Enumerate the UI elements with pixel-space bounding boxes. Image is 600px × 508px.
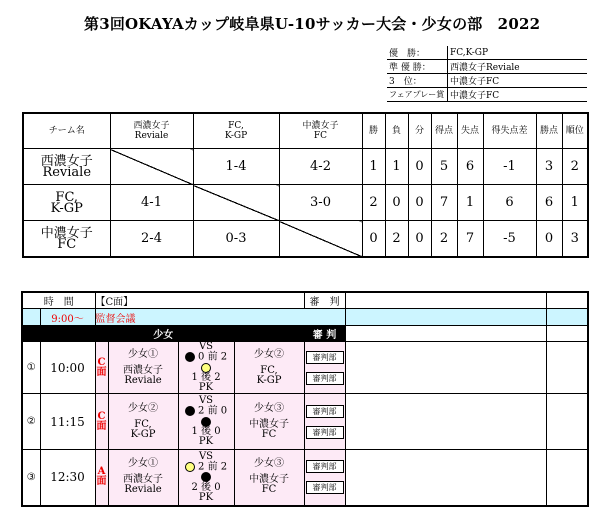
stat-cell: 1 [385, 149, 408, 185]
section-row [22, 326, 588, 342]
stat-cell: 3 [562, 221, 588, 258]
result-value: 中濃女子FC [448, 88, 588, 102]
result-row [387, 46, 587, 60]
match-row [22, 342, 588, 394]
section-ref: 審 判 [304, 326, 345, 342]
result-row [387, 88, 587, 102]
home-team: 少女② FC, K-GP [108, 394, 178, 450]
referee-cell: 審判部 審判部 [304, 342, 345, 394]
match-row [22, 450, 588, 506]
stat-header: 失点 [457, 113, 483, 149]
stat-cell: 1 [562, 185, 588, 221]
meeting-label: 監督会議 [95, 309, 345, 326]
team-header: 西濃女子 Reviale [110, 113, 193, 149]
match-score-box: VS 2 前 2 2 後 0 PK [178, 450, 234, 506]
away-team: 少女③ 中濃女子 FC [234, 394, 304, 450]
match-score: 1-4 [193, 149, 279, 185]
stat-cell: 0 [385, 185, 408, 221]
stat-cell: 1 [457, 185, 483, 221]
stat-cell: 6 [457, 149, 483, 185]
stat-cell: 0 [408, 221, 431, 258]
match-time: 11:15 [40, 394, 95, 450]
ball-icon [185, 352, 195, 362]
stat-cell: 2 [562, 149, 588, 185]
schedule-header-row [22, 292, 588, 309]
match-score: 0-3 [193, 221, 279, 258]
stat-header: 得点 [431, 113, 457, 149]
ref-header: 審 判 [304, 292, 345, 309]
ball-icon [201, 417, 211, 427]
match-time: 12:30 [40, 450, 95, 506]
diagonal-cell [279, 221, 362, 258]
match-score: 4-1 [110, 185, 193, 221]
stat-cell: 1 [362, 149, 385, 185]
league-table [22, 112, 589, 258]
page-title: 第3回OKAYAカップ岐阜県U-10サッカー大会・少女の部 2022 [84, 15, 541, 33]
match-court: C面 [95, 394, 108, 450]
match-row [22, 394, 588, 450]
meeting-time: 9:00～ [40, 309, 95, 326]
match-court: A面 [95, 450, 108, 506]
match-score: 4-2 [279, 149, 362, 185]
results-table [387, 46, 587, 102]
stat-cell: 7 [431, 185, 457, 221]
match-number: ③ [22, 450, 40, 506]
stat-header: 勝点 [536, 113, 562, 149]
league-header-row [23, 113, 588, 149]
diagonal-cell [193, 185, 279, 221]
match-score: 2-4 [110, 221, 193, 258]
league-row [23, 185, 588, 221]
result-value: 中濃女子FC [448, 74, 588, 88]
stat-cell: 5 [431, 149, 457, 185]
stat-cell: 2 [362, 185, 385, 221]
team-name: 中濃女子 FC [23, 221, 110, 258]
team-col-header: チーム名 [23, 113, 110, 149]
meeting-row [22, 309, 588, 326]
match-score: 3-0 [279, 185, 362, 221]
stat-cell: 2 [431, 221, 457, 258]
section-label: 少女 [22, 326, 304, 342]
stat-cell: 3 [536, 149, 562, 185]
result-label: フェアプレー賞 [387, 88, 448, 102]
stat-header: 勝 [362, 113, 385, 149]
stat-cell: 0 [408, 185, 431, 221]
team-name: FC, K-GP [23, 185, 110, 221]
result-label: 優 勝： [387, 46, 448, 60]
home-team: 少女① 西濃女子 Reviale [108, 342, 178, 394]
referee-cell: 審判部 審判部 [304, 394, 345, 450]
match-time: 10:00 [40, 342, 95, 394]
league-row [23, 221, 588, 258]
stat-header: 得失点差 [483, 113, 536, 149]
stat-cell: 0 [536, 221, 562, 258]
ball-icon [185, 462, 195, 472]
team-header: FC, K-GP [193, 113, 279, 149]
result-value: FC,K-GP [448, 46, 588, 60]
away-team: 少女③ 中濃女子 FC [234, 450, 304, 506]
stat-cell: 6 [483, 185, 536, 221]
result-row [387, 60, 587, 74]
court-header: 【C面】 [95, 292, 304, 309]
referee-cell: 審判部 審判部 [304, 450, 345, 506]
match-number: ② [22, 394, 40, 450]
diagonal-cell [110, 149, 193, 185]
time-header: 時 間 [22, 292, 95, 309]
schedule-table [21, 291, 589, 507]
team-name: 西濃女子 Reviale [23, 149, 110, 185]
ball-icon [201, 363, 211, 373]
result-row [387, 74, 587, 88]
stat-cell: 2 [385, 221, 408, 258]
ball-icon [201, 472, 211, 482]
away-team: 少女② FC, K-GP [234, 342, 304, 394]
stat-cell: 6 [536, 185, 562, 221]
stat-cell: 0 [408, 149, 431, 185]
match-score-box: VS 0 前 2 1 後 2 PK [178, 342, 234, 394]
match-number: ① [22, 342, 40, 394]
league-row [23, 149, 588, 185]
stat-cell: 0 [362, 221, 385, 258]
result-label: 準 優 勝： [387, 60, 448, 74]
home-team: 少女① 西濃女子 Reviale [108, 450, 178, 506]
result-label: 3 位： [387, 74, 448, 88]
stat-header: 負 [385, 113, 408, 149]
stat-header: 順位 [562, 113, 588, 149]
match-score-box: VS 2 前 0 1 後 0 PK [178, 394, 234, 450]
stat-cell: -5 [483, 221, 536, 258]
stat-cell: 7 [457, 221, 483, 258]
stat-cell: -1 [483, 149, 536, 185]
team-header: 中濃女子 FC [279, 113, 362, 149]
stat-header: 分 [408, 113, 431, 149]
result-value: 西濃女子Reviale [448, 60, 588, 74]
ball-icon [185, 406, 195, 416]
match-court: C面 [95, 342, 108, 394]
